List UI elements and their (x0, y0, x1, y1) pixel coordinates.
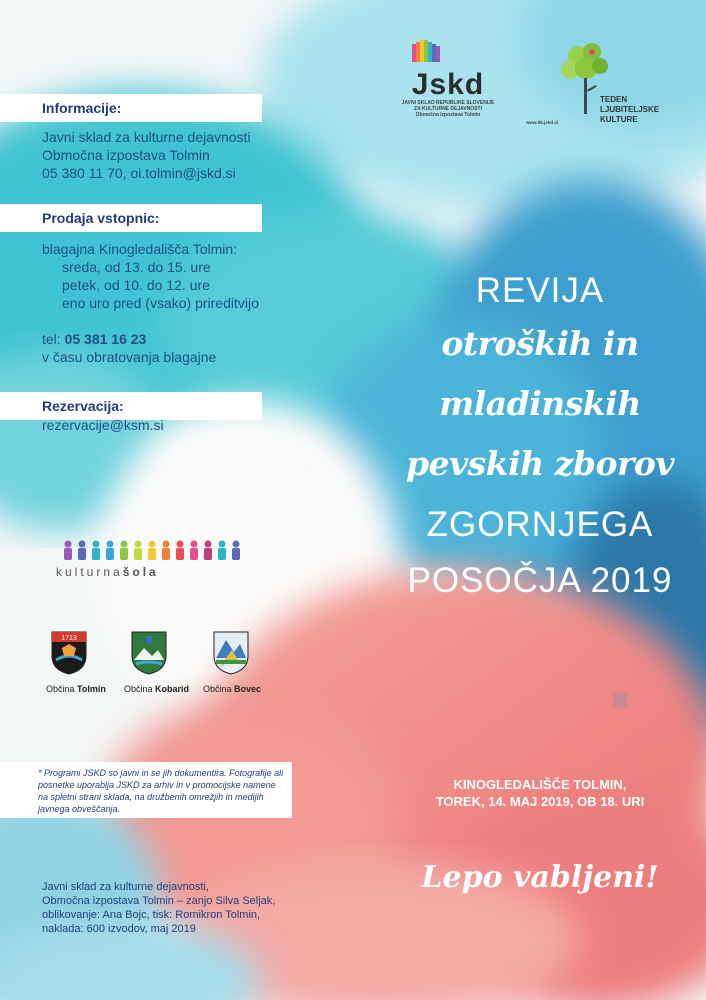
footer-credits (42, 880, 275, 936)
kobarid-label (124, 684, 189, 694)
footer-line-2: Območna izpostava Tolmin – zanjo Silva Seljak, (42, 895, 276, 907)
tickets-phone (42, 330, 259, 348)
tolmin-crest-icon (50, 630, 88, 676)
teden-line-3: KULTURE (600, 115, 638, 124)
kulturna-sola-figures-icon (60, 540, 250, 562)
jskd-logo (398, 40, 498, 118)
kulturna-sola-suffix: šola (122, 565, 159, 579)
event-venue-date (400, 776, 680, 810)
tickets-venue: blagajna Kinogledališča Tolmin: (42, 241, 238, 257)
tolmin-label-name: Tolmin (77, 684, 106, 694)
teden-logo-text (600, 95, 659, 125)
reservation-email: rezervacije@ksm.si (42, 417, 164, 433)
footer-line-4: naklada: 600 izvodov, maj 2019 (42, 923, 196, 935)
tickets-tel-label: tel: (42, 331, 65, 347)
jskd-subtitle-2: ZA KULTURNE DEJAVNOSTI (414, 106, 482, 112)
info-label-box (0, 94, 262, 122)
jskd-url: www.tlk.jskd.si (526, 120, 559, 125)
bovec-label-prefix: Občina (203, 684, 235, 694)
tickets-time-3: eno uro pred (vsako) prireditvijo (62, 295, 259, 311)
footer-line-3: oblikovanje: Ana Bojc, tisk: Romikron Tolmin, (42, 909, 261, 921)
tolmin-label-prefix: Občina (46, 684, 78, 694)
info-heading: Informacije: (42, 100, 122, 116)
title-line-6: POSOČJA 2019 (407, 561, 673, 600)
tolmin-label (46, 684, 106, 694)
title-line-5: ZGORNJEGA (426, 505, 654, 544)
kobarid-label-prefix: Občina (124, 684, 156, 694)
bovec-label (203, 684, 261, 694)
kulturna-sola-prefix: kulturna (56, 565, 123, 579)
kobarid-crest-icon (130, 630, 168, 676)
tickets-tel-number: 05 381 16 23 (64, 331, 147, 347)
title-line-4: pevskih zborov (405, 444, 675, 483)
welcome-text: Lepo vabljeni! (421, 860, 659, 895)
documentation-note-box (0, 762, 292, 818)
teden-line-2: LJUBITELJSKE (600, 105, 660, 114)
event-title (395, 268, 685, 604)
jskd-rainbow-icon (412, 40, 440, 68)
bovec-label-name: Bovec (234, 684, 262, 694)
info-line-3: 05 380 11 70, oi.tolmin@jskd.si (42, 165, 236, 181)
jskd-subtitle-1: JAVNI SKLAD REPUBLIKE SLOVENIJE (401, 100, 495, 106)
event-datetime: TOREK, 14. MAJ 2019, OB 18. URI (435, 794, 645, 809)
tickets-label-box (0, 204, 262, 232)
kulturna-sola-wordmark (56, 565, 159, 579)
bovec-crest-icon (212, 630, 250, 676)
title-line-2: otroških in (441, 324, 639, 363)
kobarid-label-name: Kobarid (155, 684, 190, 694)
tickets-time-2: petek, od 10. do 12. ure (62, 277, 210, 293)
jskd-subtitle-3: Območna izpostava Tolmin (415, 112, 481, 118)
tickets-heading: Prodaja vstopnic: (42, 210, 160, 226)
info-line-2: Območna izpostava Tolmin (42, 147, 210, 163)
reservation-heading: Rezervacija: (42, 398, 124, 414)
tickets-hours-note: v času obratovanja blagajne (42, 349, 217, 365)
title-line-1: REVIJA (475, 271, 605, 310)
event-place: KINOGLEDALIŠČE TOLMIN, (453, 777, 627, 792)
footer-line-1: Javni sklad za kulturne dejavnosti, (42, 881, 209, 893)
teden-line-1: TEDEN (600, 95, 628, 104)
info-block (42, 128, 251, 182)
tolmin-crest-year: 1713 (61, 635, 77, 642)
info-line-1: Javni sklad za kulturne dejavnosti (42, 129, 251, 145)
documentation-note: * Programi JSKD so javni in se jih dokumentira. Fotografije ali posnetke uporablja JSKD za arhiv in v promocijske namene na spletni strani sklada, na družbenih omrežjih in medijih javnega obveščanja. (38, 768, 284, 814)
title-line-3: mladinskih (439, 384, 641, 423)
tickets-block (42, 240, 259, 366)
jskd-wordmark: Jskd (411, 68, 485, 101)
tickets-time-1: sreda, od 13. do 15. ure (62, 259, 211, 275)
